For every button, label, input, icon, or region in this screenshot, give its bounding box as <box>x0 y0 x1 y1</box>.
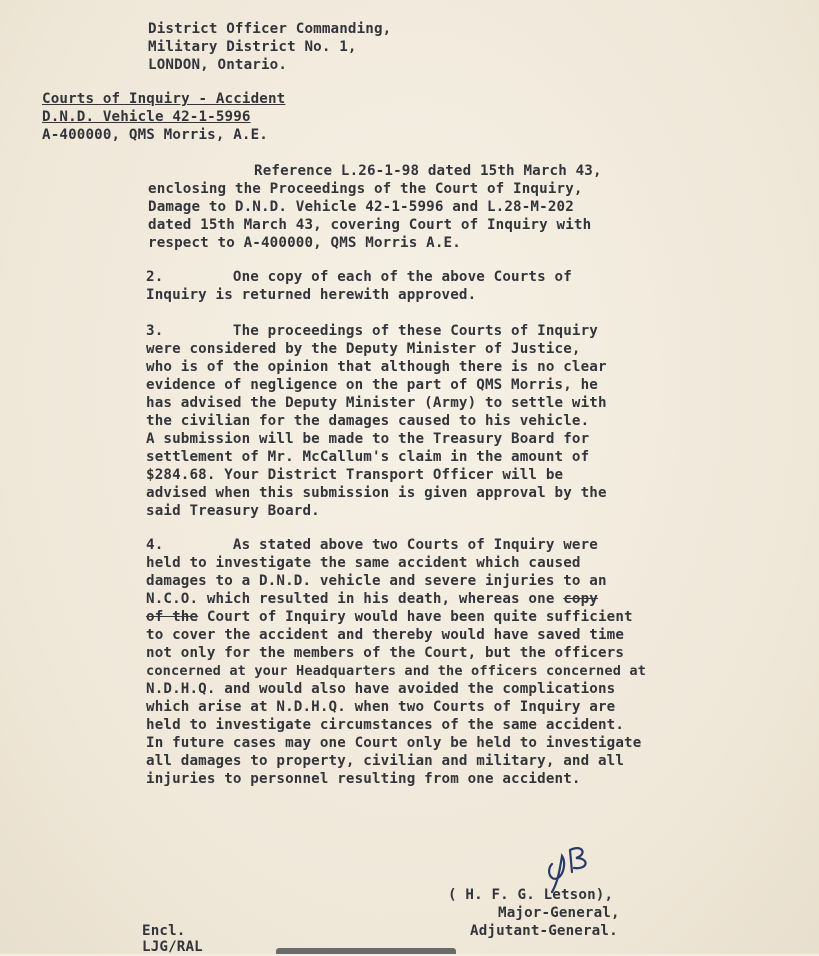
para4-line-4 <box>146 590 598 608</box>
para4-line-4-text: N.C.O. which resulted in his death, whereas one <box>146 591 564 607</box>
para1-line-2: enclosing the Proceedings of the Court of Inquiry, <box>148 181 583 197</box>
para1-line-5: respect to A-400000, QMS Morris A.E. <box>148 235 461 251</box>
para3-line-7: A submission will be made to the Treasury Board for <box>146 431 590 447</box>
para3-line-9: $284.68. Your District Transport Officer will be <box>146 467 564 483</box>
para4-line-11: held to investigate circumstances of the same accident. <box>146 717 625 733</box>
para3-line-3: who is of the opinion that although there is no clear <box>146 359 607 375</box>
subject-line-3: A-400000, QMS Morris, A.E. <box>42 127 268 143</box>
para4-line-5-text: Court of Inquiry would have been quite sufficient <box>198 609 633 625</box>
para1-line-1: Reference L.26-1-98 dated 15th March 43, <box>254 163 602 179</box>
signatory-name: ( H. F. G. Letson), <box>448 887 614 903</box>
para4-line-10: which arise at N.D.H.Q. when two Courts of Inquiry are <box>146 699 616 715</box>
para4-line-13: all damages to property, civilian and military, and all <box>146 753 625 769</box>
subject-line-1: Courts of Inquiry - Accident <box>42 91 286 107</box>
para2-line-1: 2. One copy of each of the above Courts of <box>146 269 572 285</box>
address-line-2: Military District No. 1, <box>148 39 357 55</box>
para3-line-6: the civilian for the damages caused to his vehicle. <box>146 413 590 429</box>
para3-line-8: settlement of Mr. McCallum's claim in the amount of <box>146 449 590 465</box>
address-line-1: District Officer Commanding, <box>148 21 392 37</box>
para2-line-2: Inquiry is returned herewith approved. <box>146 287 477 303</box>
address-line-3: LONDON, Ontario. <box>148 57 288 73</box>
para4-line-7: not only for the members of the Court, but the officers <box>146 645 625 661</box>
para4-line-3: damages to a D.N.D. vehicle and severe injuries to an <box>146 573 607 589</box>
para1-line-4: dated 15th March 43, covering Court of Inquiry with <box>148 217 592 233</box>
struck-word: copy <box>563 591 598 607</box>
para1-line-3: Damage to D.N.D. Vehicle 42-1-5996 and L.28-M-202 <box>148 199 574 215</box>
para4-line-2: held to investigate the same accident which caused <box>146 555 581 571</box>
para4-line-12: In future cases may one Court only be held to investigate <box>146 735 642 751</box>
para4-line-6: to cover the accident and thereby would have saved time <box>146 627 625 643</box>
reference-initials: LJG/RAL <box>142 939 203 955</box>
para4-line-1: 4. As stated above two Courts of Inquiry were <box>146 537 598 553</box>
para4-line-5 <box>146 608 633 626</box>
struck-words: of the <box>146 609 199 625</box>
para4-line-8: concerned at your Headquarters and the officers concerned at <box>146 663 647 679</box>
signatory-title: Adjutant-General. <box>470 923 618 939</box>
signatory-rank: Major-General, <box>498 905 620 921</box>
para3-line-2: were considered by the Deputy Minister of Justice, <box>146 341 581 357</box>
para3-line-1: 3. The proceedings of these Courts of Inquiry <box>146 323 598 339</box>
para3-line-11: said Treasury Board. <box>146 503 320 519</box>
para3-line-4: evidence of negligence on the part of QMS Morris, he <box>146 377 598 393</box>
para3-line-10: advised when this submission is given approval by the <box>146 485 607 501</box>
scrollbar-handle[interactable] <box>276 948 456 954</box>
subject-line-2: D.N.D. Vehicle 42-1-5996 <box>42 109 251 125</box>
enclosure-label: Encl. <box>142 923 186 939</box>
para4-line-14: injuries to personnel resulting from one accident. <box>146 771 581 787</box>
para4-line-9: N.D.H.Q. and would also have avoided the complications <box>146 681 616 697</box>
para3-line-5: has advised the Deputy Minister (Army) to settle with <box>146 395 607 411</box>
